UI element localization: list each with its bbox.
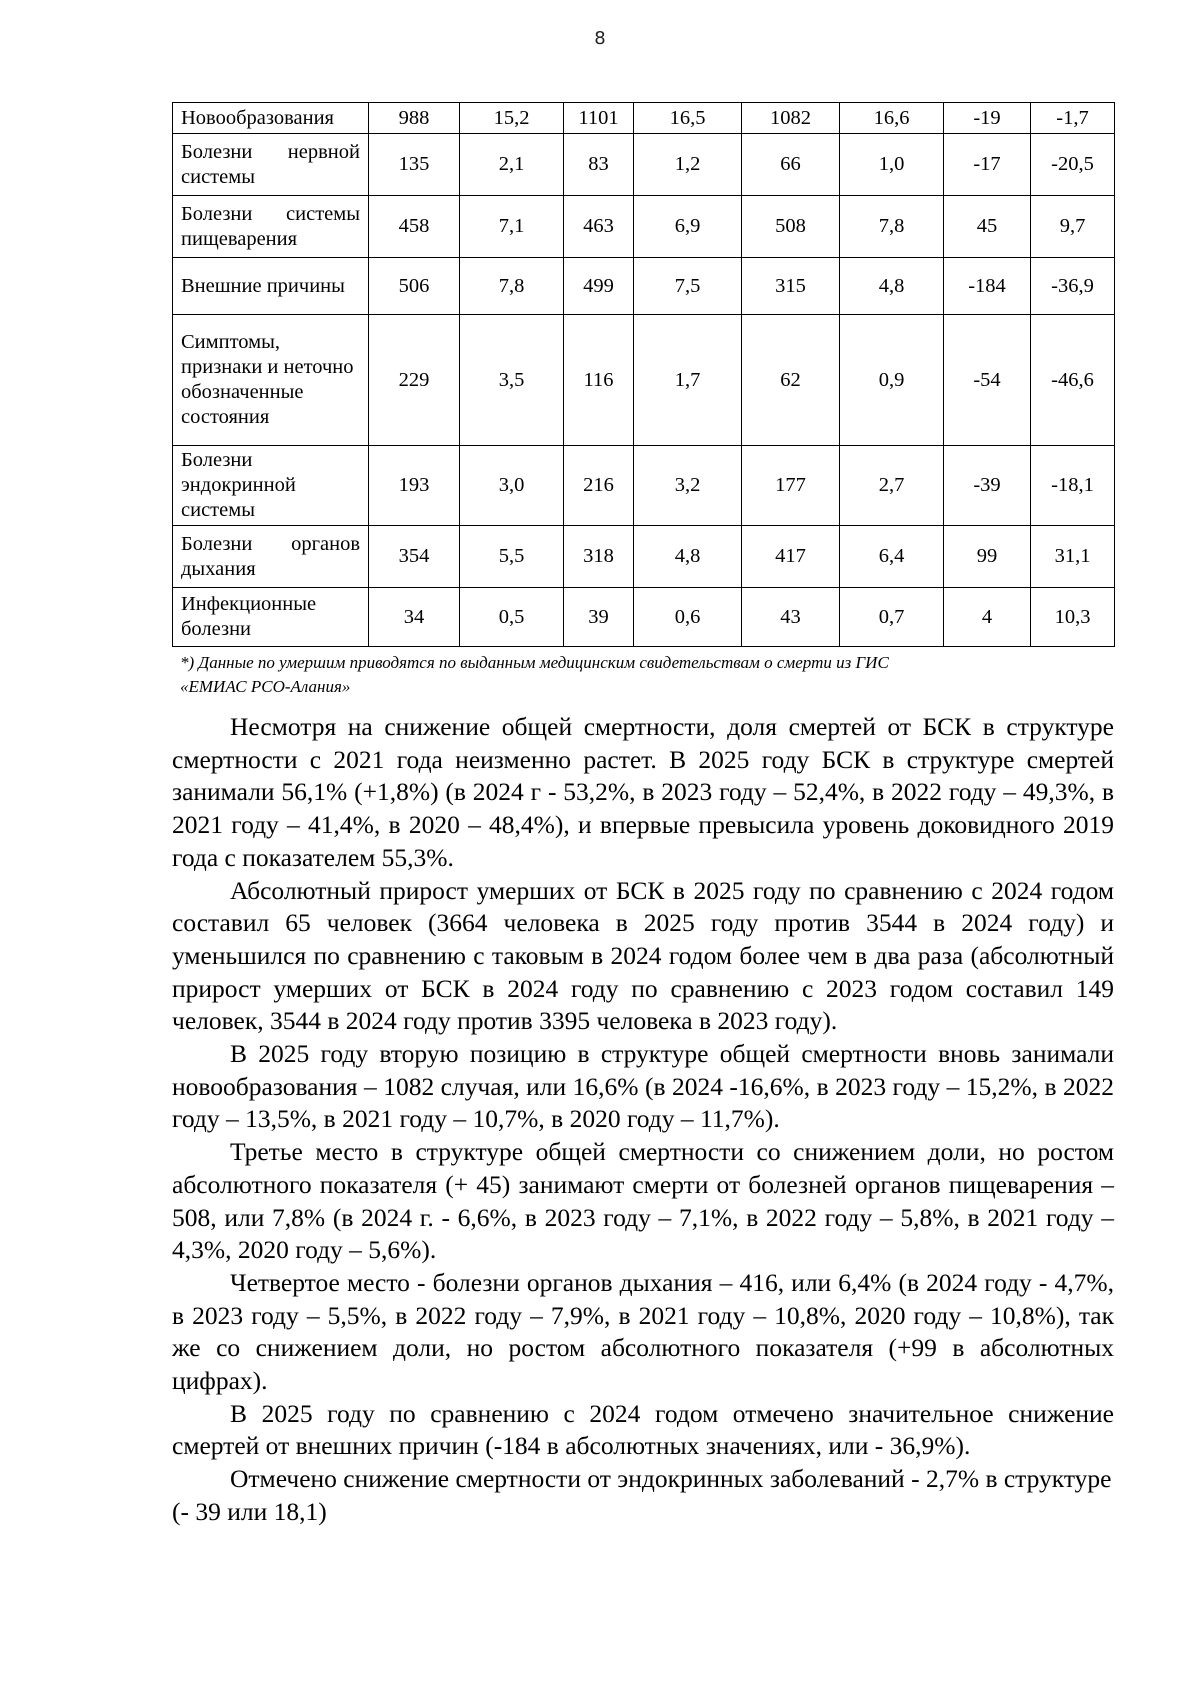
table-row xyxy=(173,196,1115,258)
paragraph: Несмотря на снижение общей смертности, доля смертей от БСК в структуре смертности с 2021 года неизменно растет. В 2025 году БСК в структуре смертей занимали 56,1% (+1,8%) (в 2024 г - 53,2%, в 2023 году – 52,4%, в 2022 году – 49,3%, в 2021 году – 41,4%, в 2020 – 48,4%), и впервые превысила уровень доковидного 2019 года с показателем 55,3%. xyxy=(172,712,1114,872)
table-cell: -18,1 xyxy=(1031,446,1115,526)
table-cell: 9,7 xyxy=(1031,196,1115,258)
body-text xyxy=(172,711,1114,1529)
table-cell: 39 xyxy=(564,588,634,647)
table-cell: 7,5 xyxy=(634,258,742,315)
table-cell: 15,2 xyxy=(460,103,564,134)
table-cell: 34 xyxy=(369,588,460,647)
paragraph: Абсолютный прирост умерших от БСК в 2025 году по сравнению с 2024 годом составил 65 человек (3664 человека в 2025 году против 3544 в 2024 году) и уменьшился по сравнению с таковым в 2024 годом более чем в два раза (абсолютный прирост умерших от БСК в 2024 году по сравнению с 2023 годом составил 149 человек, 3544 в 2024 году против 3395 человека в 2023 году). xyxy=(172,875,1114,1036)
row-label: Болезни нервной системы xyxy=(173,134,369,196)
table-cell: 3,2 xyxy=(634,446,742,526)
table-row xyxy=(173,315,1115,446)
table-cell: 177 xyxy=(742,446,840,526)
table-cell: 354 xyxy=(369,526,460,588)
paragraph: Отмечено снижение смертности от эндокринных заболеваний - 2,7% в структуре (- 39 или 18,1) xyxy=(172,1464,1112,1526)
table-cell: 458 xyxy=(369,196,460,258)
table-cell: 506 xyxy=(369,258,460,315)
table-cell: 315 xyxy=(742,258,840,315)
table-cell: 31,1 xyxy=(1031,526,1115,588)
table-cell: 7,1 xyxy=(460,196,564,258)
table-cell: 0,6 xyxy=(634,588,742,647)
row-label: Новообразования xyxy=(173,103,369,134)
table-row xyxy=(173,446,1115,526)
table-cell: 1,2 xyxy=(634,134,742,196)
paragraph: В 2025 году по сравнению с 2024 годом отмечено значительное снижение смертей от внешних причин (-184 в абсолютных значениях, или - 36,9%). xyxy=(172,1398,1114,1461)
table-cell: 216 xyxy=(564,446,634,526)
table-cell: 16,6 xyxy=(840,103,944,134)
paragraph: В 2025 году вторую позицию в структуре общей смертности вновь занимали новообразования – 1082 случая, или 16,6% (в 2024 -16,6%, в 2023 году – 15,2%, в 2022 году – 13,5%, в 2021 году – 10,7%, в 2020 году – 11,7%). xyxy=(172,1039,1114,1134)
row-label: Болезни системы пищеварения xyxy=(173,196,369,258)
paragraph: Четвертое место - болезни органов дыхания – 416, или 6,4% (в 2024 году - 4,7%, в 2023 году – 5,5%, в 2022 году – 7,9%, в 2021 году – 10,8%, 2020 году – 10,8%), так же со снижением доли, но ростом абсолютного показателя (+99 в абсолютных цифрах). xyxy=(172,1267,1114,1396)
table-cell: 99 xyxy=(944,526,1031,588)
table-cell: -54 xyxy=(944,315,1031,446)
table-row xyxy=(173,134,1115,196)
table-cell: 499 xyxy=(564,258,634,315)
table-cell: 1101 xyxy=(564,103,634,134)
table-cell: 4 xyxy=(944,588,1031,647)
table-cell: 1,7 xyxy=(634,315,742,446)
row-label: Симптомы, признаки и неточно обозначенные состояния xyxy=(173,315,369,446)
table-cell: 62 xyxy=(742,315,840,446)
paragraph: Третье место в структуре общей смертности со снижением доли, но ростом абсолютного показателя (+ 45) занимают смерти от болезней органов пищеварения – 508, или 7,8% (в 2024 г. - 6,6%, в 2023 году – 7,1%, в 2022 году – 5,8%, в 2021 году – 4,3%, 2020 году – 5,6%). xyxy=(172,1137,1114,1265)
table-row xyxy=(173,103,1115,134)
table-cell: 16,5 xyxy=(634,103,742,134)
table-cell: 4,8 xyxy=(634,526,742,588)
table-cell: 6,4 xyxy=(840,526,944,588)
table-cell: 1,0 xyxy=(840,134,944,196)
table-cell: -39 xyxy=(944,446,1031,526)
table-cell: -46,6 xyxy=(1031,315,1115,446)
table-row xyxy=(173,526,1115,588)
table-cell: 508 xyxy=(742,196,840,258)
table-cell: 463 xyxy=(564,196,634,258)
table-row xyxy=(173,258,1115,315)
table-cell: 2,7 xyxy=(840,446,944,526)
table-cell: 66 xyxy=(742,134,840,196)
row-label: Болезни эндокринной системы xyxy=(173,446,369,526)
table-cell: 318 xyxy=(564,526,634,588)
table-cell: 7,8 xyxy=(460,258,564,315)
table-cell: 7,8 xyxy=(840,196,944,258)
table-cell: 229 xyxy=(369,315,460,446)
table-cell: 1082 xyxy=(742,103,840,134)
table-cell: -19 xyxy=(944,103,1031,134)
table-cell: 5,5 xyxy=(460,526,564,588)
table-cell: 83 xyxy=(564,134,634,196)
table-cell: 3,0 xyxy=(460,446,564,526)
table-cell: -1,7 xyxy=(1031,103,1115,134)
table-cell: 3,5 xyxy=(460,315,564,446)
row-label: Внешние причины xyxy=(173,258,369,315)
table-cell: 43 xyxy=(742,588,840,647)
table-cell: 2,1 xyxy=(460,134,564,196)
row-label: Болезни органов дыхания xyxy=(173,526,369,588)
page-number: 8 xyxy=(594,28,606,49)
table-cell: 0,9 xyxy=(840,315,944,446)
table-cell: -17 xyxy=(944,134,1031,196)
table-cell: 417 xyxy=(742,526,840,588)
table-cell: -20,5 xyxy=(1031,134,1115,196)
table-cell: 988 xyxy=(369,103,460,134)
table-cell: 0,5 xyxy=(460,588,564,647)
table-cell: 4,8 xyxy=(840,258,944,315)
table-cell: 135 xyxy=(369,134,460,196)
table-cell: -184 xyxy=(944,258,1031,315)
table-cell: 6,9 xyxy=(634,196,742,258)
table-cell: 116 xyxy=(564,315,634,446)
table-cell: 0,7 xyxy=(840,588,944,647)
table-footnote: *) Данные по умершим приводятся по выданным медицинским свидетельствам о смерти из ГИС «ЕМИАС РСО-Алания» xyxy=(180,653,889,696)
table-cell: 45 xyxy=(944,196,1031,258)
table-cell: -36,9 xyxy=(1031,258,1115,315)
table-row xyxy=(173,588,1115,647)
table-cell: 193 xyxy=(369,446,460,526)
mortality-table xyxy=(172,102,1115,647)
row-label: Инфекционные болезни xyxy=(173,588,369,647)
table-cell: 10,3 xyxy=(1031,588,1115,647)
